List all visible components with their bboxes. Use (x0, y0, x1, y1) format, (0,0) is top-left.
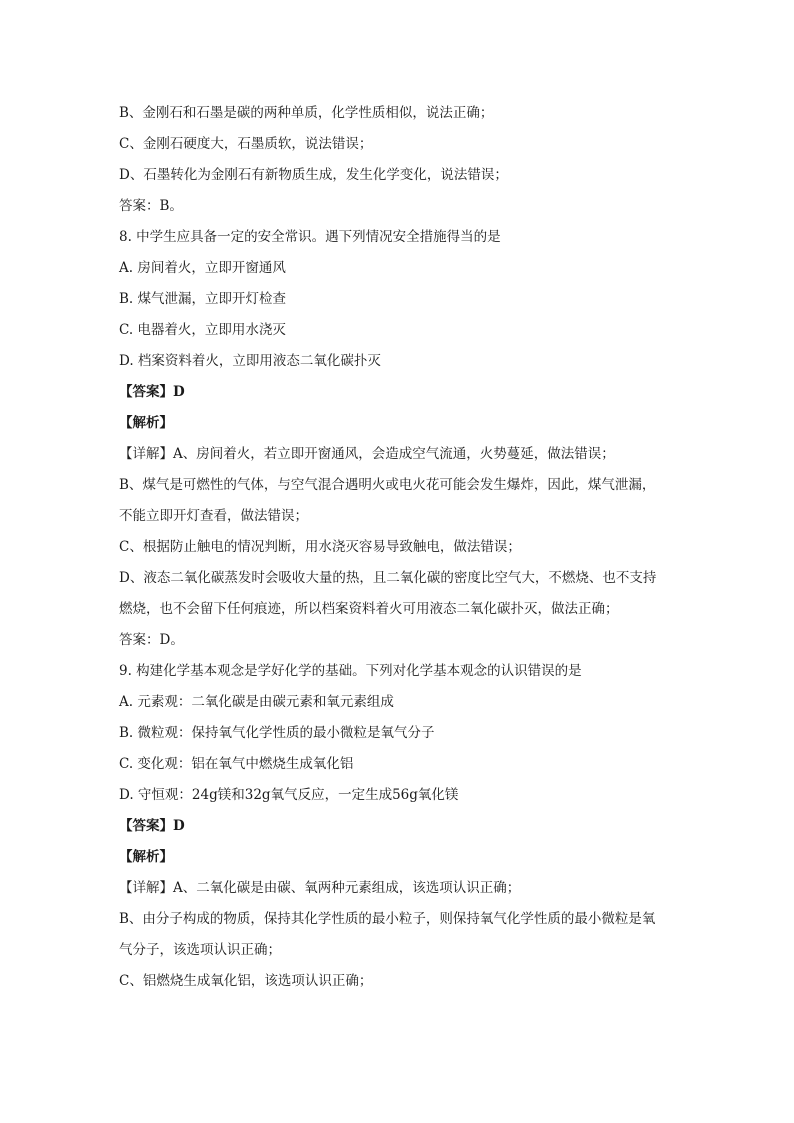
text-line: C、铝燃烧生成氧化铝，该选项认识正确； (119, 973, 373, 989)
option-b: B. 微粒观：保持氧气化学性质的最小微粒是氧气分子 (119, 725, 435, 741)
text-line: 【详解】A、房间着火，若立即开窗通风，会造成空气流通，火势蔓延，做法错误； (119, 446, 615, 462)
option-a: A. 房间着火，立即开窗通风 (119, 260, 286, 276)
text-line: 【详解】A、二氧化碳是由碳、氧两种元素组成，该选项认识正确； (119, 880, 521, 896)
option-b: B. 煤气泄漏，立即开灯检查 (119, 291, 287, 307)
text-line: D、石墨转化为金刚石有新物质生成，发生化学变化，说法错误； (119, 167, 508, 183)
text-line: 答案：B。 (119, 198, 183, 214)
option-c: C. 变化观：铝在氧气中燃烧生成氧化铝 (119, 756, 354, 772)
analysis-label: 【解析】 (119, 415, 173, 431)
text-line: C、金刚石硬度大，石墨质软，说法错误； (119, 136, 373, 152)
text-line: B、煤气是可燃性的气体，与空气混合遇明火或电火花可能会发生爆炸，因此，煤气泄漏， (119, 477, 656, 493)
analysis-label: 【解析】 (119, 849, 173, 865)
text-line: C、根据防止触电的情况判断，用水浇灭容易导致触电，做法错误； (119, 539, 521, 555)
text-line: 燃烧，也不会留下任何痕迹，所以档案资料着火可用液态二氧化碳扑灭，做法正确； (119, 601, 619, 617)
text-line: B、由分子构成的物质，保持其化学性质的最小粒子，则保持氧气化学性质的最小微粒是氧 (119, 911, 656, 927)
text-line: B、金刚石和石墨是碳的两种单质，化学性质相似，说法正确； (119, 105, 494, 121)
text-line: D、液态二氧化碳蒸发时会吸收大量的热，且二氧化碳的密度比空气大，不燃烧、也不支持 (119, 570, 657, 586)
text-line: 不能立即开灯查看，做法错误； (119, 508, 308, 524)
text-line: 气分子，该选项认识正确； (119, 942, 281, 958)
option-d: D. 守恒观：24g镁和32g氧气反应，一定生成56g氧化镁 (119, 787, 459, 803)
text-line: 答案：D。 (119, 632, 184, 648)
option-a: A. 元素观：二氧化碳是由碳元素和氧元素组成 (119, 694, 394, 710)
option-d: D. 档案资料着火，立即用液态二氧化碳扑灭 (119, 353, 381, 369)
question-9-stem: 9. 构建化学基本观念是学好化学的基础。下列对化学基本观念的认识错误的是 (119, 663, 582, 679)
question-8-stem: 8. 中学生应具备一定的安全常识。遇下列情况安全措施得当的是 (119, 229, 501, 245)
answer-label: 【答案】D (119, 818, 185, 834)
answer-label: 【答案】D (119, 384, 185, 400)
option-c: C. 电器着火，立即用水浇灭 (119, 322, 286, 338)
